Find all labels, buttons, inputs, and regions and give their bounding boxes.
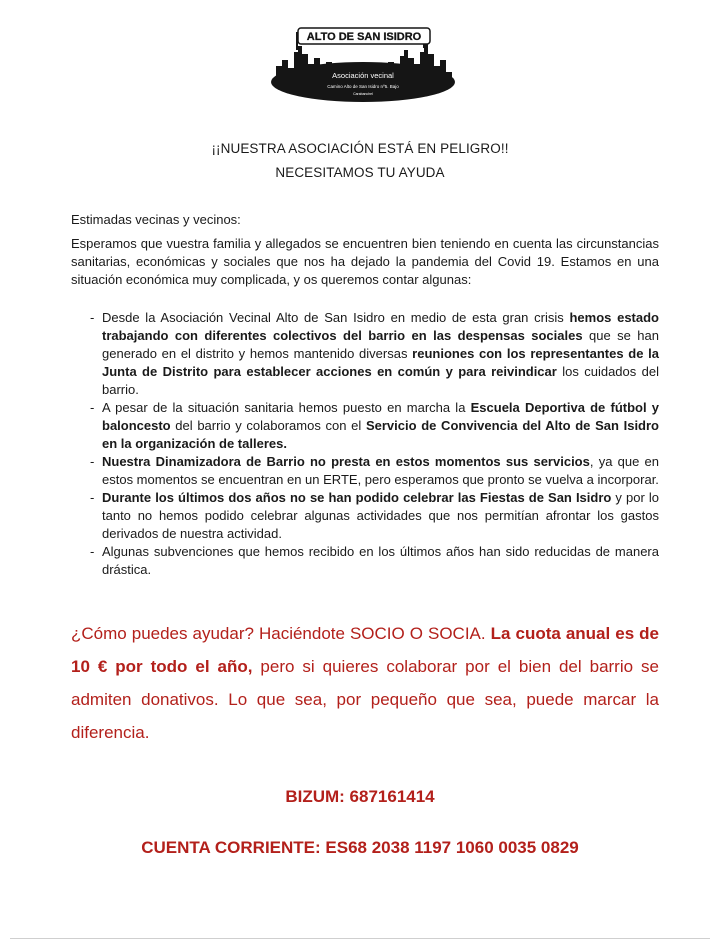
list-item: - Algunas subvenciones que hemos recibido en los últimos años han sido reducidas de manera drástica. [90, 544, 659, 577]
bank-account: CUENTA CORRIENTE: ES68 2038 1197 1060 0035 0829 [141, 838, 579, 857]
greeting: Estimadas vecinas y vecinos: [71, 212, 241, 227]
situation-list [88, 309, 659, 579]
alert-heading: ¡¡NUESTRA ASOCIACIÓN ESTÁ EN PELIGRO!! [211, 141, 509, 156]
logo-address: Camino Alto de San Isidro nº5. Bajo [327, 84, 399, 89]
logo-subtitle: Asociación vecinal [332, 71, 394, 80]
list-item: - Desde la Asociación Vecinal Alto de San Isidro en medio de esta gran crisis hemos estado trabajando con diferentes colectivos del barrio en las despensas sociales que se han generado en el distrito y hemos mantenido diversas reuniones con los representantes de la Junta de Distrito para establecer acciones en común y para reivindicar los cuidados del barrio. [90, 310, 659, 397]
help-heading: NECESITAMOS TU AYUDA [275, 165, 445, 180]
list-item: - Durante los últimos dos años no se han podido celebrar las Fiestas de San Isidro y por lo tanto no hemos podido celebrar algunas actividades que nos permitían afrontar los gastos derivados de nuestra actividad. [90, 490, 659, 541]
logo-title: ALTO DE SAN ISIDRO [306, 31, 422, 43]
bizum-number: BIZUM: 687161414 [285, 787, 435, 806]
association-logo [268, 22, 458, 104]
list-item: - Nuestra Dinamizadora de Barrio no presta en estos momentos sus servicios, ya que en estos momentos se encuentran en un ERTE, pero esperamos que pronto se vuelva a incorporar. [90, 454, 660, 487]
membership-appeal: ¿Cómo puedes ayudar? Haciéndote SOCIO O SOCIA. La cuota anual es de 10 € por todo el año, pero si quieres colaborar por el bien del barrio se admiten donativos. Lo que sea, por pequeño que sea, puede marcar la diferencia. [71, 624, 659, 742]
logo-city: Carabanchel [353, 92, 373, 96]
intro-paragraph: Esperamos que vuestra familia y allegados se encuentren bien teniendo en cuenta las circunstancias sanitarias, económicas y sociales que nos ha dejado la pandemia del Covid 19. Estamos en una situación económica muy complicada, y os queremos contar algunas: [71, 236, 659, 287]
page-divider [10, 938, 710, 939]
list-item: - A pesar de la situación sanitaria hemos puesto en marcha la Escuela Deportiva de fútbol y baloncesto del barrio y colaboramos con el Servicio de Convivencia del Alto de San Isidro en la organización de talleres. [90, 400, 660, 451]
